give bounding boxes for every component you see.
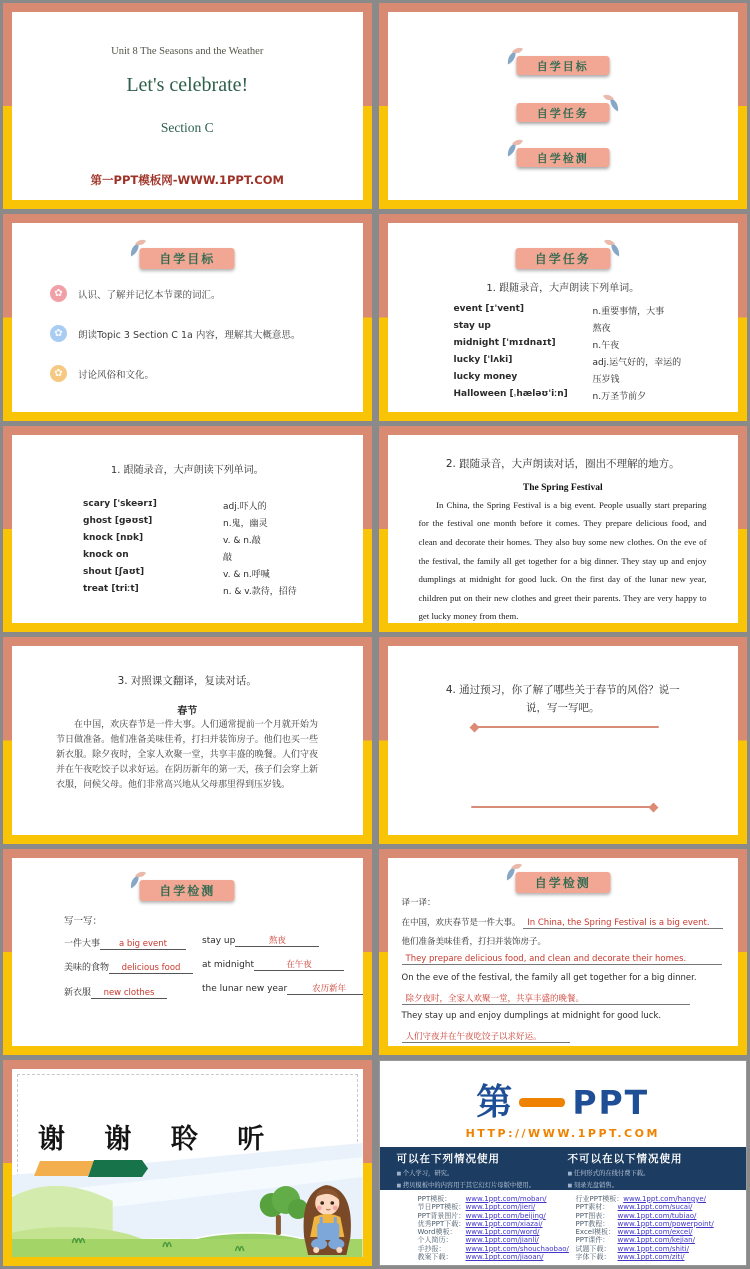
- section-heading-button[interactable]: [140, 880, 235, 901]
- vocab-word: treat [triːt]: [83, 583, 139, 594]
- vocab-word: knock on: [83, 549, 129, 560]
- answer: 在午夜: [254, 958, 344, 971]
- footer-link-row: [418, 1245, 569, 1253]
- task-instruction: 1. 跟随录音，大声朗读下列单词。: [110, 464, 264, 476]
- footer-link[interactable]: www.1ppt.com/sucai/: [617, 1203, 693, 1212]
- slide-frame: [379, 426, 748, 632]
- translate-line: 他们准备美味佳肴，打扫并装饰房子。: [401, 936, 547, 947]
- leaf-icon: [601, 239, 621, 259]
- exercise-label: 写一写：: [64, 915, 103, 927]
- slide-1-title: [12, 12, 363, 200]
- menu-button-label: 自学检测: [536, 151, 589, 165]
- slide-frame: [379, 849, 748, 1055]
- footer-link-row: [576, 1236, 714, 1244]
- license-allowed-title: 可以在下列情况使用: [396, 1152, 500, 1165]
- slide-thumbnail-4[interactable]: [379, 214, 748, 420]
- footer-link[interactable]: www.1ppt.com/shouchaobao/: [465, 1244, 569, 1253]
- vocab-word: scary ['skeərɪ]: [83, 498, 157, 509]
- leaf-icon: [129, 239, 149, 259]
- link-label: 行业PPT模板：: [575, 1194, 624, 1203]
- cartoon-girl-illustration: [304, 1185, 351, 1255]
- logo-text-ppt: PPT: [572, 1082, 650, 1122]
- footer-link[interactable]: www.1ppt.com/powerpoint/: [617, 1219, 714, 1228]
- task-instruction: 2. 跟随录音，大声朗读对话，圈出不理解的地方。: [445, 457, 680, 470]
- menu-button-goals[interactable]: [516, 56, 609, 75]
- footer-link[interactable]: www.1ppt.com/hangye/: [623, 1194, 707, 1203]
- link-label: 教案下载：: [417, 1253, 453, 1262]
- slide-7-translation: [12, 646, 363, 834]
- goal-item: [50, 365, 154, 382]
- slide-4-task-vocab: [388, 223, 739, 411]
- leaf-icon: [504, 863, 524, 883]
- license-allowed: [397, 1151, 536, 1189]
- slide-thumbnail-12[interactable]: [379, 1060, 748, 1266]
- goal-item: [50, 285, 221, 302]
- slide-frame: [379, 3, 748, 209]
- fill-in-item: [64, 936, 186, 950]
- prompt: at midnight: [202, 959, 255, 970]
- flower-bullet-icon: [50, 285, 67, 302]
- translate-line: [402, 992, 731, 1005]
- slide-thumbnail-11[interactable]: [3, 1060, 372, 1266]
- fill-in-item: [202, 958, 344, 971]
- vocab-word: shout [ʃaʊt]: [83, 566, 145, 577]
- prompt: the lunar new year: [202, 983, 288, 994]
- link-label: 节日PPT模板：: [417, 1203, 466, 1212]
- section-heading-label: 自学目标: [159, 252, 216, 267]
- task-instruction: 3. 对照课文翻译，复读对话。: [117, 675, 257, 688]
- footer-link-row: [576, 1220, 714, 1228]
- menu-button-label: 自学任务: [536, 106, 589, 120]
- section-heading-button[interactable]: [515, 248, 610, 269]
- link-label: 手抄报：: [417, 1244, 446, 1253]
- passage-body: In China, the Spring Festival is a big event. People usually start preparing for the festival one month before it comes. They prepare delicious food, and clean and decorate their homes. They also buy some new clothes. On the eve of the festival, the family all get together for a big dinner. They stay up and enjoy dumplings at midnight for good luck. On the first day of the lunar new year, children put on their new clothes and greet their parents. They are very happy to get lucky money from them.: [418, 499, 707, 622]
- passage-body: 在中国，欢庆春节是一件大事。人们通常提前一个月就开始为节日做准备。他们准备美味佳肴，打扫并装饰房子。他们也买一些新衣服。除夕夜时，全家人欢聚一堂，共享丰盛的晚餐。人们守夜并在午夜吃饺子以求好运。在阴历新年的第一天，孩子们会穿上新衣服，问候父母。他们非常高兴地从父母那里得到压岁钱。: [56, 720, 318, 791]
- site-url: HTTP://WWW.1PPT.COM: [465, 1126, 660, 1140]
- footer-link-row: [576, 1195, 714, 1203]
- translate-line: They stay up and enjoy dumplings at midnight for good luck.: [401, 1010, 662, 1021]
- prompt: 一件大事: [64, 938, 101, 949]
- menu-button-tasks[interactable]: [516, 103, 609, 122]
- prompt: 新衣服: [64, 987, 92, 998]
- ribbon-green: [88, 1160, 148, 1177]
- link-label: 个人简历：: [417, 1236, 453, 1245]
- footer-link[interactable]: www.1ppt.com/jianli/: [465, 1236, 539, 1245]
- license-forbidden-title: 不可以在以下情况使用: [567, 1152, 683, 1165]
- footer-link[interactable]: www.1ppt.com/word/: [465, 1228, 540, 1237]
- answer: 农历新年: [287, 982, 362, 995]
- link-label: 优秀PPT下载：: [417, 1219, 466, 1228]
- footer-link[interactable]: www.1ppt.com/jiaoan/: [465, 1253, 544, 1262]
- vocab-word: event [ɪ'vent]: [453, 304, 524, 315]
- slide-3-goals: [12, 223, 363, 411]
- answer: delicious food: [109, 963, 193, 974]
- link-label: PPT模板：: [417, 1194, 452, 1203]
- answer-text: 人们守夜并在午夜吃饺子以求好运。: [402, 1030, 570, 1043]
- section-heading-button[interactable]: [140, 248, 235, 269]
- footer-link[interactable]: www.1ppt.com/jieri/: [465, 1203, 536, 1212]
- footer-link[interactable]: www.1ppt.com/moban/: [465, 1194, 547, 1203]
- translate-line: [402, 916, 731, 929]
- answer-text: 除夕夜时，全家人欢聚一堂，共享丰盛的晚餐。: [402, 992, 690, 1005]
- footer-link-row: [576, 1203, 714, 1211]
- license-item: ■ 任何形式的在线付费下载。: [568, 1168, 683, 1177]
- slide-frame: [3, 214, 372, 420]
- vocab-meaning: 敲: [223, 552, 233, 563]
- logo-text-first: 第: [476, 1081, 513, 1123]
- site-logo: [380, 1081, 747, 1123]
- leaf-icon: [600, 94, 620, 114]
- slide-8-question: [388, 646, 739, 834]
- goal-text: 认识、了解并记忆本节课的词汇。: [78, 289, 221, 301]
- footer-links-right: [576, 1195, 714, 1261]
- slide-frame: [3, 849, 372, 1055]
- vocab-meaning: adj.运气好的，幸运的: [592, 358, 682, 369]
- slide-frame: [3, 1060, 372, 1266]
- section-heading-label: 自学任务: [534, 252, 591, 267]
- footer-links-left: [418, 1195, 569, 1261]
- slide-2-menu: [388, 12, 739, 200]
- vocab-word: ghost [gəʊst]: [83, 515, 153, 526]
- leaf-icon: [505, 139, 525, 159]
- slide-frame: [3, 426, 372, 632]
- footer-link-row: [576, 1212, 714, 1220]
- slide-6-reading: [388, 435, 739, 623]
- link-label: PPT教程：: [575, 1219, 610, 1228]
- question-text-line1: 4. 通过预习，你了解了哪些关于春节的风俗？说一: [445, 684, 680, 697]
- menu-button-check[interactable]: [516, 148, 609, 167]
- fill-in-item: [64, 985, 167, 999]
- link-label: PPT课件：: [575, 1236, 610, 1245]
- passage-title: 春节: [177, 706, 198, 718]
- fill-in-item: [202, 982, 363, 995]
- slide-9-check-write: [12, 858, 363, 1046]
- slide-frame: [379, 637, 748, 843]
- vocab-word: knock [nɒk]: [83, 532, 144, 543]
- vocab-word: stay up: [453, 321, 491, 332]
- watermark-text: 第一PPT模板网-WWW.1PPT.COM: [90, 173, 284, 187]
- leaf-icon: [505, 47, 525, 67]
- section-heading-button[interactable]: [515, 872, 610, 893]
- link-label: Excel模板：: [575, 1228, 616, 1237]
- footer-link[interactable]: www.1ppt.com/tubiao/: [617, 1211, 697, 1220]
- slide-thumbnail-1[interactable]: [3, 3, 372, 209]
- lesson-title: Let's celebrate!: [126, 74, 249, 96]
- vocab-word: lucky money: [453, 372, 518, 383]
- goal-item: [50, 325, 300, 342]
- section-heading-label: 自学检测: [159, 883, 216, 898]
- footer-link-row: [576, 1245, 714, 1253]
- prompt: stay up: [202, 935, 236, 946]
- answer: 熬夜: [235, 934, 319, 947]
- license-item: ■ 拷贝模板中的内容用于其它幻灯片母版中使用。: [397, 1180, 536, 1189]
- translate-line: On the eve of the festival, the family all get together for a big dinner.: [401, 972, 697, 983]
- slide-10-check-translate: [388, 858, 739, 1046]
- passage-title: The Spring Festival: [522, 482, 603, 493]
- slide-frame: [379, 214, 748, 420]
- diamond-icon: [469, 722, 479, 732]
- vocab-meaning: v. & n.敲: [223, 535, 261, 546]
- footer-link-row: [576, 1253, 714, 1261]
- vocab-word: midnight ['mɪdnaɪt]: [453, 338, 556, 349]
- vocab-word: Halloween [ˌhæləʊ'iːn]: [453, 389, 568, 400]
- prompt: 美味的食物: [64, 962, 110, 973]
- vocab-meaning: n. & v.款待，招待: [223, 586, 297, 597]
- thanks-title: 谢 谢 聆 听: [38, 1123, 280, 1155]
- ribbon-orange: [34, 1161, 94, 1176]
- source-text: 在中国，欢庆春节是一件大事。: [401, 917, 521, 928]
- leaf-icon: [129, 871, 149, 891]
- flower-bullet-icon: [50, 325, 67, 342]
- license-bar: [380, 1147, 747, 1190]
- slide-thumbnail-5[interactable]: [3, 426, 372, 632]
- slide-frame: [3, 3, 372, 209]
- exercise-label: 译一译：: [401, 897, 436, 908]
- fill-in-item: [64, 960, 193, 974]
- vocab-meaning: n.重要事情，大事: [592, 307, 665, 318]
- slide-thumbnail-2[interactable]: [379, 3, 748, 209]
- vocab-meaning: v. & n.呼喊: [223, 569, 270, 580]
- section-heading-label: 自学检测: [534, 875, 591, 890]
- slide-thumbnail-7[interactable]: [3, 637, 372, 843]
- answer: new clothes: [91, 988, 167, 999]
- footer-link-row: [418, 1220, 569, 1228]
- footer-link[interactable]: www.1ppt.com/xiazai/: [465, 1219, 543, 1228]
- vocab-meaning: n.万圣节前夕: [592, 392, 647, 403]
- slide-thumbnail-3[interactable]: [3, 214, 372, 420]
- flower-bullet-icon: [50, 365, 67, 382]
- slide-thumbnail-6[interactable]: [379, 426, 748, 632]
- answer-line: [473, 726, 659, 728]
- slide-11-thanks: [12, 1069, 363, 1257]
- footer-link-row: [418, 1195, 569, 1203]
- slide-frame: [3, 637, 372, 843]
- footer-link[interactable]: www.1ppt.com/excel/: [617, 1228, 693, 1237]
- vocab-meaning: 熬夜: [592, 324, 611, 335]
- footer-link[interactable]: www.1ppt.com/ziti/: [617, 1253, 685, 1262]
- translate-line: [402, 1030, 731, 1043]
- diamond-icon: [648, 802, 658, 812]
- vocab-meaning: adj.吓人的: [223, 501, 267, 512]
- slide-thumbnail-8[interactable]: [379, 637, 748, 843]
- menu-button-label: 自学目标: [536, 59, 589, 73]
- link-label: PPT素材：: [575, 1203, 610, 1212]
- footer-link-row: [418, 1253, 569, 1261]
- answer-text: In China, the Spring Festival is a big event.: [523, 918, 723, 929]
- link-label: 字体下载：: [575, 1253, 611, 1262]
- link-label: PPT图表：: [575, 1211, 610, 1220]
- vocab-meaning: n.鬼，幽灵: [223, 518, 268, 529]
- goal-text: 讨论风俗和文化。: [78, 369, 155, 381]
- license-forbidden: [568, 1151, 683, 1189]
- landscape-illustration: [12, 1139, 363, 1257]
- translate-line: [402, 954, 731, 965]
- vocab-word: lucky ['lʌki]: [453, 355, 513, 366]
- unit-heading: Unit 8 The Seasons and the Weather: [111, 46, 264, 57]
- answer-text: They prepare delicious food, and clean and decorate their homes.: [402, 954, 722, 965]
- link-label: 试题下载：: [575, 1244, 611, 1253]
- slide-5-vocab: [12, 435, 363, 623]
- link-label: PPT背景图片：: [417, 1211, 466, 1220]
- answer: a big event: [100, 939, 186, 950]
- footer-link-row: [418, 1212, 569, 1220]
- task-instruction: 1. 跟随录音，大声朗读下列单词。: [486, 283, 640, 295]
- slide-thumbnail-9[interactable]: [3, 849, 372, 1055]
- license-item: ■ 刻录光盘销售。: [568, 1180, 683, 1189]
- fill-in-item: [202, 934, 319, 947]
- vocab-meaning: n.午夜: [592, 341, 620, 352]
- section-subtitle: Section C: [160, 120, 214, 135]
- question-text-line2: 说，写一写吧。: [526, 702, 600, 715]
- footer-link-row: [418, 1203, 569, 1211]
- link-label: Word模板：: [417, 1228, 457, 1237]
- vocab-meaning: 压岁钱: [592, 375, 620, 386]
- footer-link[interactable]: www.1ppt.com/kejian/: [617, 1236, 695, 1245]
- logo-dash-icon: [519, 1098, 565, 1107]
- slide-thumbnail-10[interactable]: [379, 849, 748, 1055]
- footer-link-row: [418, 1236, 569, 1244]
- footer-link[interactable]: www.1ppt.com/beijing/: [465, 1211, 546, 1220]
- footer-link[interactable]: www.1ppt.com/shiti/: [617, 1244, 689, 1253]
- goal-text: 朗读Topic 3 Section C 1a 内容，理解其大概意思。: [78, 329, 301, 341]
- slide-12-site-footer: [379, 1060, 748, 1266]
- license-item: ■ 个人学习，研究。: [397, 1168, 536, 1177]
- answer-line: [471, 806, 655, 808]
